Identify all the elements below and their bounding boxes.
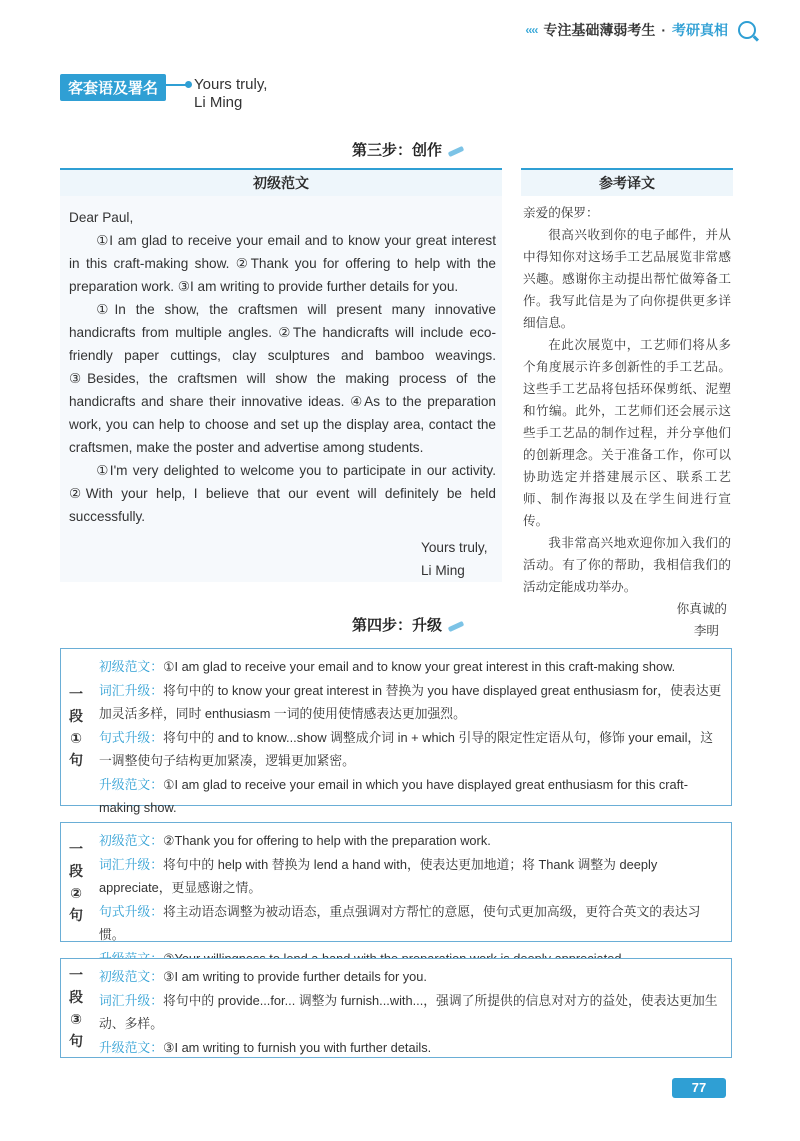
translation-signer: 李明: [693, 623, 719, 638]
pen-icon: [448, 620, 465, 631]
box-row: 句式升级：将主动语态调整为被动语态，重点强调对方帮忙的意愿，使句式更加高级，更符合英文的表达习惯。: [99, 903, 701, 942]
header-arrows: ‹‹‹‹: [525, 23, 538, 37]
search-icon: [738, 21, 756, 39]
box-row: 升级范文：①I am glad to receive your email in which you have displayed great enthusiasm for this craft-making show.: [99, 776, 689, 815]
closing-section-tag: 客套语及署名: [60, 74, 166, 101]
box-row: 初级范文：①I am glad to receive your email and to know your great interest in this craft-making show.: [99, 659, 676, 674]
step3-title-text: 第三步：创作: [352, 142, 443, 159]
box-row: 升级范文：③I am writing to furnish you with further details.: [99, 1039, 432, 1055]
essay-signer: Li Ming: [421, 563, 465, 578]
box-side-label: 一 段 ② 句: [69, 841, 83, 923]
signature-line: Li Ming: [194, 94, 243, 111]
upgrade-box-1: [60, 648, 732, 815]
upgrade-box-3: [60, 958, 732, 1058]
essay-signature: [69, 536, 496, 582]
header-series-title: 专注基础薄弱考生: [543, 22, 656, 38]
arrow-icon: [160, 84, 190, 86]
header-separator: ·: [661, 22, 666, 38]
translation-panel: [521, 168, 733, 638]
box-content: [99, 829, 723, 970]
box-row: 句式升级：将句中的 and to know...show 调整成介词 in + which 引导的限定性定语从句，修饰 your email，这一调整使句子结构更加紧凑，逻辑更加紧密。: [99, 729, 714, 768]
basic-essay-body: [60, 196, 502, 582]
translation-body: [521, 196, 733, 642]
essay-paragraph-1: ①I am glad to receive your email and to know your great interest in this craft-making show. ②Thank you for offering to help with the preparation work. ③I am writing to provide further details for you.: [69, 233, 496, 294]
box-row: 初级范文：②Thank you for offering to help with the preparation work.: [99, 833, 491, 848]
box-content: [99, 655, 723, 820]
box-row: 词汇升级：将句中的 help with 替换为 lend a hand with，使表达更加地道；将 Thank 调整为 deeply appreciate，更显感谢之情。: [99, 856, 658, 895]
translation-paragraph-1: 很高兴收到你的电子邮件，并从中得知你对这场手工艺品展览非常感兴趣。感谢你主动提出帮忙做筹备工作。我写此信是为了向你提供更多详细信息。: [523, 227, 731, 330]
box-content: [99, 965, 723, 1059]
box-row: 初级范文：③I am writing to provide further details for you.: [99, 969, 427, 984]
upgrade-box-2: [60, 822, 732, 942]
page-header: [525, 20, 756, 40]
translation-heading: 参考译文: [521, 168, 733, 196]
translation-signature: [523, 598, 731, 642]
closing-example: [194, 76, 267, 112]
essay-greeting: Dear Paul,: [69, 210, 134, 225]
essay-closing: Yours truly,: [421, 540, 488, 555]
translation-closing: 你真诚的: [676, 601, 727, 616]
header-brand: 考研真相: [672, 22, 728, 38]
box-row: 词汇升级：将句中的 to know your great interest in 替换为 you have displayed great enthusiasm for，使表达更加灵活多样，同时 enthusiasm 一词的使用使情感表达更加强烈。: [99, 682, 722, 721]
translation-paragraph-2: 在此次展览中，工艺师们将从多个角度展示许多创新性的手工艺品。这些手工艺品将包括环保剪纸、泥塑和竹编。此外，工艺师们还会展示这些手工艺品的制作过程，并分享他们的创新理念。关于准备工作，你可以协助选定并搭建展示区、联系工艺师、制作海报以及在学生间进行宣传。: [523, 337, 731, 528]
essay-paragraph-3: ①I'm very delighted to welcome you to participate in our activity. ②With your help, I believe that our event will definitely be held successfully.: [69, 463, 496, 524]
basic-essay-heading: 初级范文: [60, 168, 502, 196]
step4-title: [352, 614, 464, 635]
translation-paragraph-3: 我非常高兴地欢迎你加入我们的活动。有了你的帮助，我相信我们的活动定能成功举办。: [523, 535, 731, 594]
closing-line: Yours truly,: [194, 76, 268, 93]
page-number: 77: [672, 1078, 726, 1098]
basic-essay-panel: [60, 168, 502, 582]
pen-icon: [448, 145, 465, 156]
step3-title: [352, 139, 464, 160]
box-row: 词汇升级：将句中的 provide...for... 调整为 furnish...with...，强调了所提供的信息对对方的益处，使表达更加生动、多样。: [99, 992, 718, 1031]
step4-title-text: 第四步：升级: [352, 617, 443, 634]
box-side-label: 一 段 ① 句: [69, 686, 83, 768]
box-side-label: 一 段 ③ 句: [69, 967, 83, 1049]
translation-greeting: 亲爱的保罗：: [523, 205, 599, 220]
essay-paragraph-2: ①In the show, the craftsmen will present many innovative handicrafts from multiple angles. ②The handicrafts will include eco-friendly paper cuttings, clay sculptures and bamboo weavings. ③Besides, the craftsmen will show the making process of the handicrafts and share their innovative ideas. ④As to the preparation work, you can help to choose and set up the display area, contact the craftsmen, make the poster and advertise among students.: [69, 302, 496, 455]
